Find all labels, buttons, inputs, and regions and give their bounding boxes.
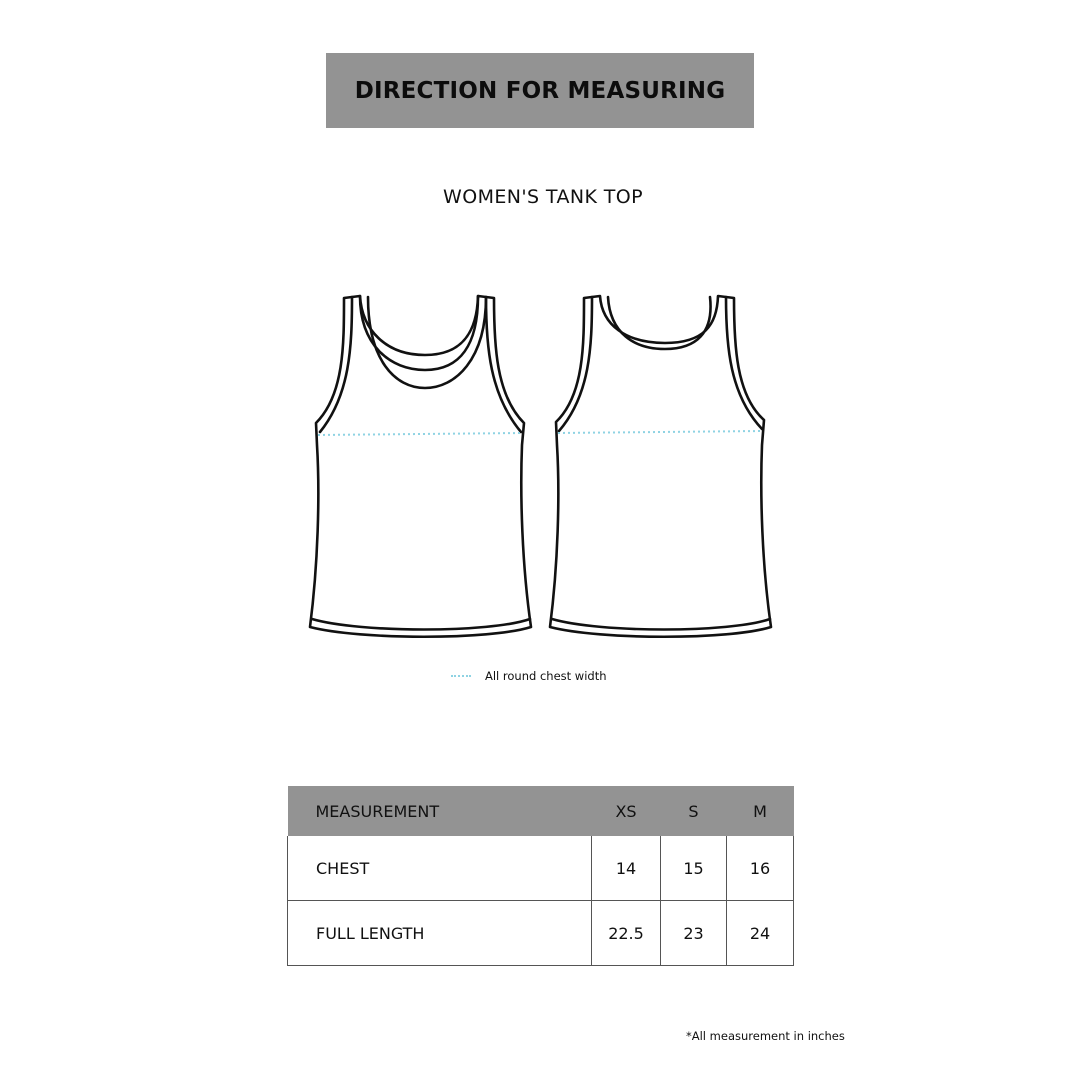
dotted-line-icon (451, 675, 471, 677)
table-cell: 14 (592, 836, 661, 901)
table-cell: 22.5 (592, 901, 661, 966)
row-label: CHEST (288, 836, 592, 901)
table-row (288, 836, 794, 901)
column-header: M (727, 786, 794, 836)
table-header-row (288, 786, 794, 836)
table-cell: 15 (661, 836, 727, 901)
table-cell: 23 (661, 901, 727, 966)
product-subtitle: WOMEN'S TANK TOP (443, 186, 643, 208)
column-header: MEASUREMENT (288, 786, 592, 836)
size-chart-table (287, 786, 794, 966)
column-header: XS (592, 786, 661, 836)
table-cell: 24 (727, 901, 794, 966)
tank-top-illustration (300, 285, 780, 655)
table-row (288, 901, 794, 966)
column-header: S (661, 786, 727, 836)
legend-label: All round chest width (485, 669, 607, 683)
row-label: FULL LENGTH (288, 901, 592, 966)
page-title: DIRECTION FOR MEASURING (354, 77, 726, 104)
front-tank-icon (310, 296, 531, 637)
legend (451, 669, 607, 683)
back-tank-icon (550, 296, 771, 637)
table-cell: 16 (727, 836, 794, 901)
footnote: *All measurement in inches (686, 1029, 845, 1043)
title-banner (326, 53, 754, 128)
